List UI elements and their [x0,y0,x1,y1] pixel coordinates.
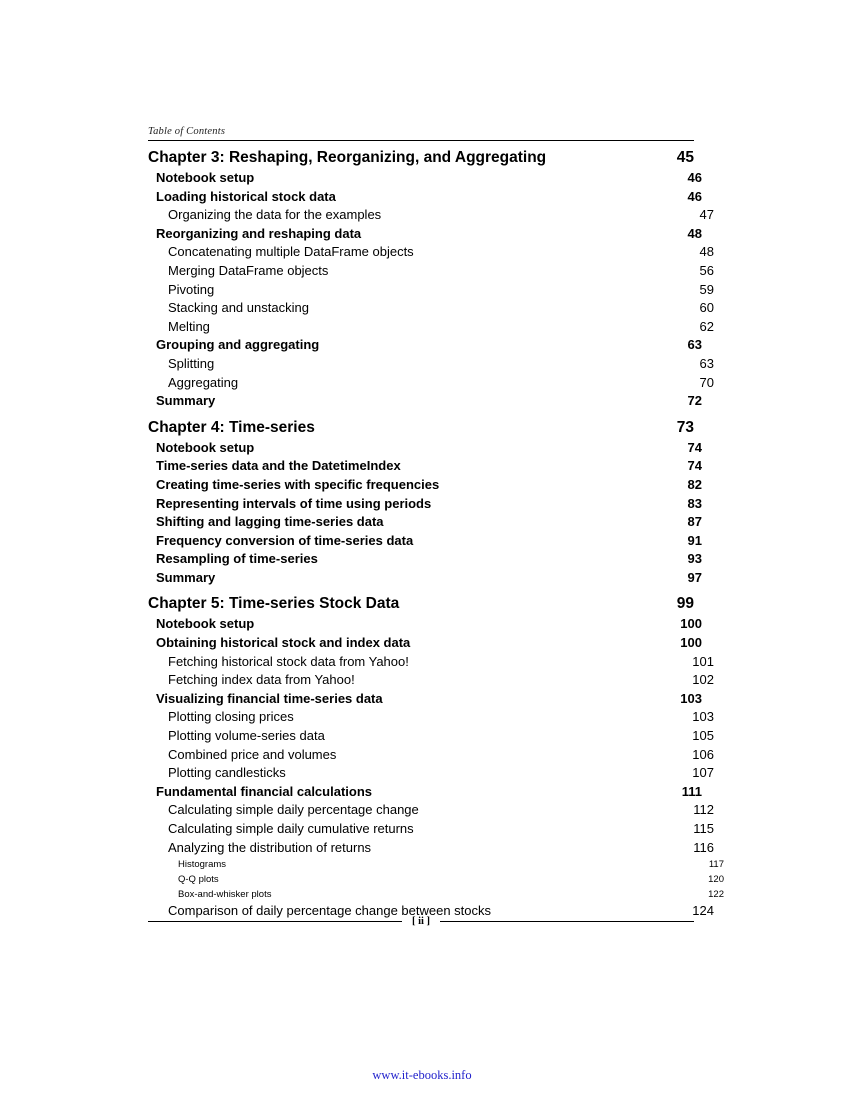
toc-entry[interactable] [148,727,714,746]
toc-entry-label: Comparison of daily percentage change between stocks [168,903,492,919]
toc-entry-label: Concatenating multiple DataFrame objects [168,244,414,260]
toc-entry-page-number: 99 [676,595,694,613]
toc-entry-page-number: 122 [708,889,724,901]
toc-entry-label: Representing intervals of time using periods [156,495,432,511]
toc-entry[interactable] [148,746,714,765]
toc-entry-label: Chapter 3: Reshaping, Reorganizing, and Aggregating [148,149,547,166]
toc-entry-page-number: 97 [687,569,702,585]
toc-entry-label: Pivoting [168,281,215,297]
toc-entry-page-number: 116 [693,839,714,855]
toc-entry[interactable] [148,476,702,495]
toc-entry[interactable] [148,634,702,653]
toc-entry-page-number: 82 [687,476,702,492]
toc-entry[interactable] [148,839,714,858]
toc-entry-page-number: 91 [687,532,702,548]
footer-rule-right [440,921,694,922]
toc-entry-label: Plotting volume-series data [168,728,325,744]
toc-entry-page-number: 83 [687,495,702,511]
toc-entry-page-number: 59 [699,281,714,297]
toc-entry-page-number: 47 [699,207,714,223]
toc-entry-label: Frequency conversion of time-series data [156,532,414,548]
toc-entry-label: Aggregating [168,374,239,390]
toc-entry-page-number: 103 [692,709,714,725]
toc-entry-page-number: 93 [687,551,702,567]
toc-entry-page-number: 112 [693,802,714,818]
toc-entry-label: Loading historical stock data [156,188,336,204]
toc-entry-page-number: 105 [692,728,714,744]
toc-entry[interactable] [148,281,714,300]
toc-entry-label: Histograms [178,859,227,871]
toc-entry-page-number: 73 [676,418,694,436]
toc-entry[interactable] [148,887,724,902]
toc-entry[interactable] [148,299,714,318]
toc-entry[interactable] [148,495,702,514]
toc-entry-label: Notebook setup [156,439,255,455]
toc-entry-label: Fundamental financial calculations [156,783,372,799]
toc-entry[interactable] [148,225,702,244]
toc-entry[interactable] [148,708,714,727]
toc-entry-label: Calculating simple daily cumulative returns [168,821,414,836]
toc-entry-page-number: 74 [687,458,702,474]
toc-entry[interactable] [148,550,702,569]
table-of-contents-list [148,148,724,921]
toc-entry-label: Splitting [168,355,215,371]
toc-entry-page-number: 120 [708,874,724,886]
toc-entry[interactable] [148,336,702,355]
toc-entry-page-number: 103 [680,690,702,706]
toc-entry[interactable] [148,615,702,634]
toc-entry-label: Stacking and unstacking [168,300,309,316]
toc-entry[interactable] [148,872,724,887]
toc-entry[interactable] [148,513,702,532]
toc-entry-label: Analyzing the distribution of returns [168,839,372,855]
toc-entry-page-number: 115 [693,821,714,836]
toc-entry-page-number: 117 [708,859,724,871]
toc-entry[interactable] [148,243,714,262]
toc-entry[interactable] [148,857,724,872]
toc-entry-label: Obtaining historical stock and index data [156,635,411,651]
toc-entry-label: Fetching index data from Yahoo! [168,672,355,688]
toc-entry-page-number: 72 [687,393,702,409]
toc-entry-page-number: 101 [692,653,714,669]
toc-entry-label: Reorganizing and reshaping data [156,225,362,241]
toc-entry-label: Plotting candlesticks [168,765,286,781]
toc-entry[interactable] [148,801,714,820]
toc-entry-page-number: 60 [699,300,714,316]
toc-entry-label: Resampling of time-series [156,551,318,567]
toc-entry-page-number: 111 [681,783,702,799]
toc-entry[interactable] [148,318,714,337]
toc-entry[interactable] [148,439,702,458]
toc-entry[interactable] [148,457,702,476]
toc-entry-label: Time-series data and the DatetimeIndex [156,458,401,474]
toc-entry[interactable] [148,355,714,374]
toc-entry-page-number: 70 [699,374,714,390]
toc-entry-label: Melting [168,318,210,334]
toc-entry-page-number: 48 [687,225,702,241]
toc-entry-label: Chapter 5: Time-series Stock Data [148,595,400,613]
toc-entry[interactable] [148,783,702,802]
toc-entry[interactable] [148,188,702,207]
toc-entry[interactable] [148,148,694,167]
toc-entry-page-number: 45 [676,149,694,166]
toc-entry[interactable] [148,653,714,672]
toc-entry-page-number: 102 [692,672,714,688]
toc-entry[interactable] [148,594,694,613]
toc-entry-page-number: 46 [687,170,702,185]
toc-entry[interactable] [148,820,714,839]
toc-entry-page-number: 46 [687,188,702,204]
toc-entry-label: Organizing the data for the examples [168,207,382,223]
toc-entry-page-number: 62 [699,318,714,334]
toc-entry[interactable] [148,374,714,393]
toc-entry-label: Visualizing financial time-series data [156,690,383,706]
toc-entry-label: Grouping and aggregating [156,337,320,353]
toc-entry-label: Summary [156,569,216,585]
toc-entry[interactable] [148,569,702,588]
footer-rule-left [148,921,402,922]
toc-entry-label: Notebook setup [156,616,255,632]
toc-entry[interactable] [148,206,714,225]
toc-entry[interactable] [148,671,714,690]
toc-entry-label: Plotting closing prices [168,709,294,725]
toc-entry-label: Creating time-series with specific frequencies [156,476,440,492]
toc-entry-page-number: 63 [687,337,702,353]
toc-entry[interactable] [148,532,702,551]
watermark-link[interactable]: www.it-ebooks.info [372,1068,472,1082]
toc-entry-page-number: 48 [699,244,714,260]
toc-entry[interactable] [148,418,694,437]
toc-content [148,126,724,921]
watermark [0,1068,844,1083]
toc-entry-label: Combined price and volumes [168,746,337,762]
page-number: [ ii ] [411,916,431,927]
header-divider [148,140,694,141]
toc-entry-label: Summary [156,393,216,409]
toc-entry-page-number: 106 [692,746,714,762]
toc-entry-page-number: 74 [687,439,702,455]
toc-entry[interactable] [148,169,702,188]
toc-entry-page-number: 63 [699,355,714,371]
toc-entry[interactable] [148,764,714,783]
toc-entry-label: Box-and-whisker plots [178,889,272,901]
toc-entry-page-number: 87 [687,514,702,530]
toc-entry-page-number: 100 [680,616,702,632]
toc-entry-page-number: 56 [699,262,714,278]
toc-entry-label: Merging DataFrame objects [168,262,329,278]
toc-entry-page-number: 107 [692,765,714,781]
toc-entry[interactable] [148,690,702,709]
toc-entry[interactable] [148,392,702,411]
toc-entry-label: Notebook setup [156,170,255,185]
toc-entry-page-number: 124 [692,903,714,919]
toc-entry[interactable] [148,262,714,281]
toc-entry-label: Q-Q plots [178,874,219,886]
page-footer [148,916,694,927]
toc-entry-label: Calculating simple daily percentage change [168,802,419,818]
toc-entry-label: Chapter 4: Time-series [148,418,315,436]
toc-entry-label: Fetching historical stock data from Yahoo! [168,653,409,669]
toc-entry-page-number: 100 [680,635,702,651]
running-head: Table of Contents [148,126,226,137]
toc-entry-label: Shifting and lagging time-series data [156,514,384,530]
